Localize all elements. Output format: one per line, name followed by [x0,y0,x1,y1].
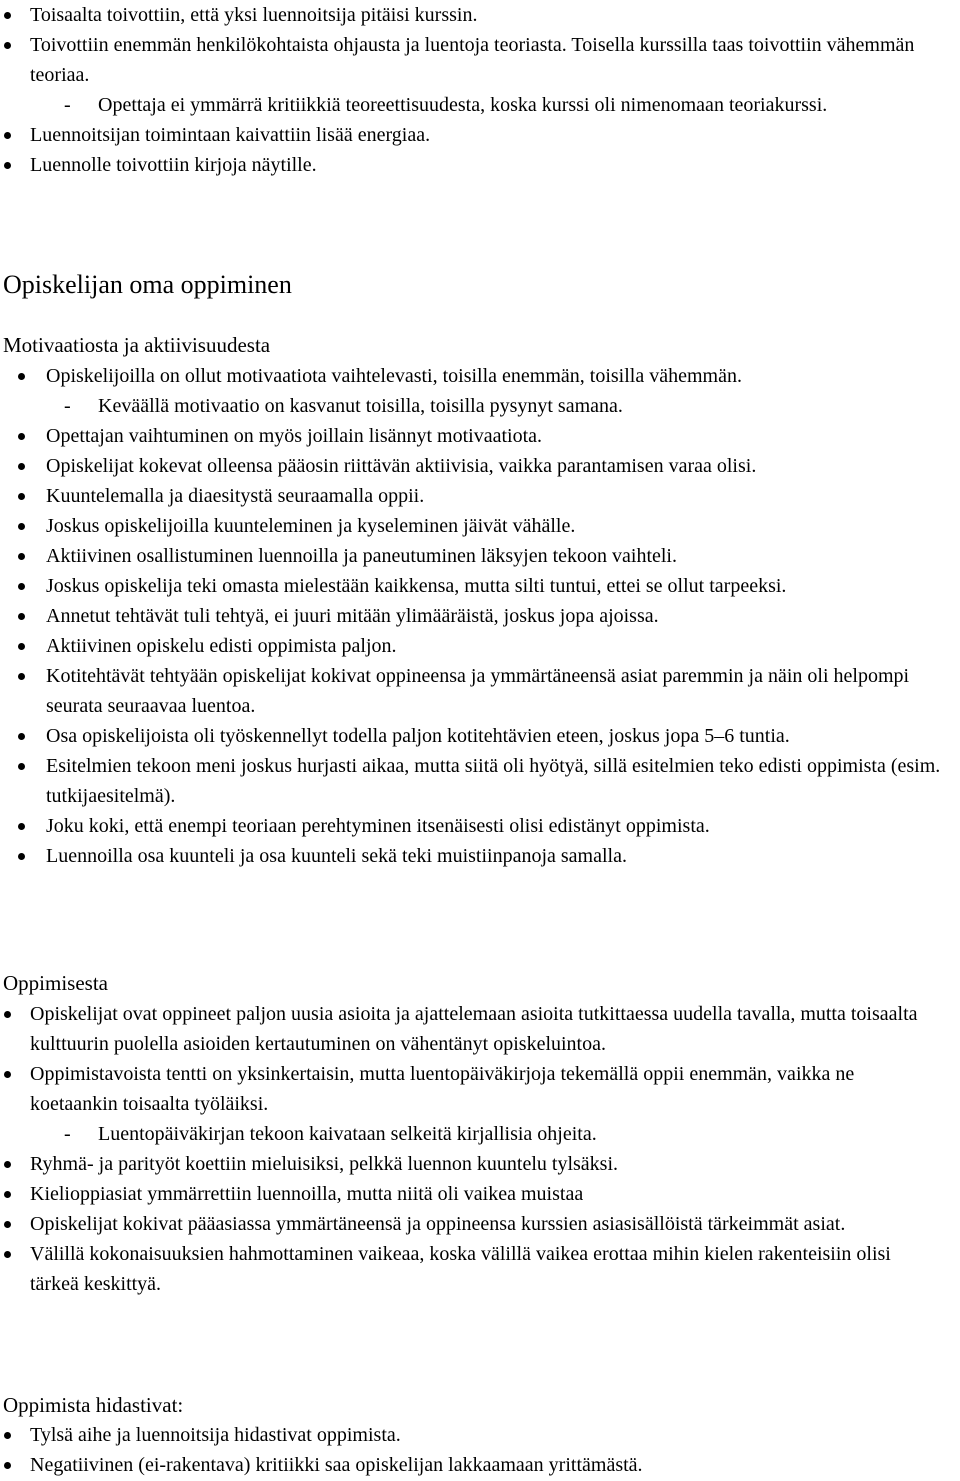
list-item: Toisaalta toivottiin, että yksi luennoitsija pitäisi kurssin. [0,0,940,30]
subsection-heading-learning: Oppimisesta [3,971,108,995]
list-item: Aktiivinen opiskelu edisti oppimista paljon. [0,631,955,661]
list-item: Opettajan vaihtuminen on myös joillain lisännyt motivaatiota. [0,421,955,451]
list-item: Oppimistavoista tentti on yksinkertaisin, mutta luentopäiväkirjoja tekemällä oppii enemmän, vaikka ne koetaankin toisaalta työläiksi. [0,1059,875,1119]
list-subitem: - Keväällä motivaatio on kasvanut toisilla, toisilla pysynyt samana. [64,395,623,417]
list-item: Joskus opiskelija teki omasta mielestään kaikkensa, mutta silti tuntui, ettei se ollut tarpeeksi. [0,571,896,601]
list-item: Opiskelijat kokevat olleensa pääosin riittävän aktiivisia, vaikka parantamisen varaa olisi. [0,451,955,481]
hindrances-list [0,1420,940,1480]
list-item: Luennolle toivottiin kirjoja näytille. [0,150,940,180]
list-item: Opiskelijat kokivat pääasiassa ymmärtäneensä ja oppineensa kurssien asiasisällöistä tärkeimmät asiat. [0,1209,930,1239]
learning-list [0,999,940,1299]
list-item: Joku koki, että enempi teoriaan perehtyminen itsenäisesti olisi edistänyt oppimista. [0,811,955,841]
list-item: Joskus opiskelijoilla kuunteleminen ja kyseleminen jäivät vähälle. [0,511,955,541]
list-item: Kuuntelemalla ja diaesitystä seuraamalla oppii. [0,481,955,511]
list-item: Toivottiin enemmän henkilökohtaista ohjausta ja luentoja teoriasta. Toisella kurssilla taas toivottiin vähemmän teoriaa. [0,30,940,90]
section-title: Opiskelijan oma oppiminen [3,270,292,299]
list-item: Negatiivinen (ei-rakentava) kritiikki saa opiskelijan lakkaamaan yrittämästä. [0,1450,940,1480]
list-item: Kotitehtävät tehtyään opiskelijat kokivat oppineensa ja ymmärtäneensä asiat paremmin ja näin oli helpompi seurata seuraavaa luentoa. [0,661,955,721]
list-item: Luennoitsijan toimintaan kaivattiin lisää energiaa. [0,120,940,150]
list-item: Välillä kokonaisuuksien hahmottaminen vaikeaa, koska välillä vaikea erottaa mihin kielen rakenteisiin olisi tärkeä keskittyä. [0,1239,940,1299]
list-item: Esitelmien tekoon meni joskus hurjasti aikaa, mutta siitä oli hyötyä, sillä esitelmien teko edisti oppimista (esim. tutkijaesitelmä). [0,751,960,811]
list-item: Ryhmä- ja parityöt koettiin mieluisiksi, pelkkä luennon kuuntelu tylsäksi. [0,1149,940,1179]
list-item: Opiskelijoilla on ollut motivaatiota vaihtelevasti, toisilla enemmän, toisilla vähemmän. [0,361,955,391]
list-item: Aktiivinen osallistuminen luennoilla ja paneutuminen läksyjen tekoon vaihteli. [0,541,955,571]
list-item: Tylsä aihe ja luennoitsija hidastivat oppimista. [0,1420,940,1450]
motivation-list [0,361,955,871]
list-item: Osa opiskelijoista oli työskennellyt todella paljon kotitehtävien eteen, joskus jopa 5–6 tuntia. [0,721,926,751]
subsection-heading-hindrances: Oppimista hidastivat: [3,1393,184,1417]
subsection-heading-motivation: Motivaatiosta ja aktiivisuudesta [3,333,271,357]
list-item: Luennoilla osa kuunteli ja osa kuunteli sekä teki muistiinpanoja samalla. [0,841,955,871]
list-subitem: - Opettaja ei ymmärrä kritiikkiä teoreettisuudesta, koska kurssi oli nimenomaan teoriakurssi. [64,94,828,116]
list-subitem: - Luentopäiväkirjan tekoon kaivataan selkeitä kirjallisia ohjeita. [64,1123,597,1145]
list-item: Kielioppiasiat ymmärrettiin luennoilla, mutta niitä oli vaikea muistaa [0,1179,940,1209]
top-list [0,0,940,180]
list-item: Annetut tehtävät tuli tehtyä, ei juuri mitään ylimääräistä, joskus jopa ajoissa. [0,601,955,631]
list-item: Opiskelijat ovat oppineet paljon uusia asioita ja ajattelemaan asioita tutkittaessa uudella tavalla, mutta toisaalta kulttuurin puolella asioiden kertautuminen on vähentänyt opiskeluintoa. [0,999,940,1059]
